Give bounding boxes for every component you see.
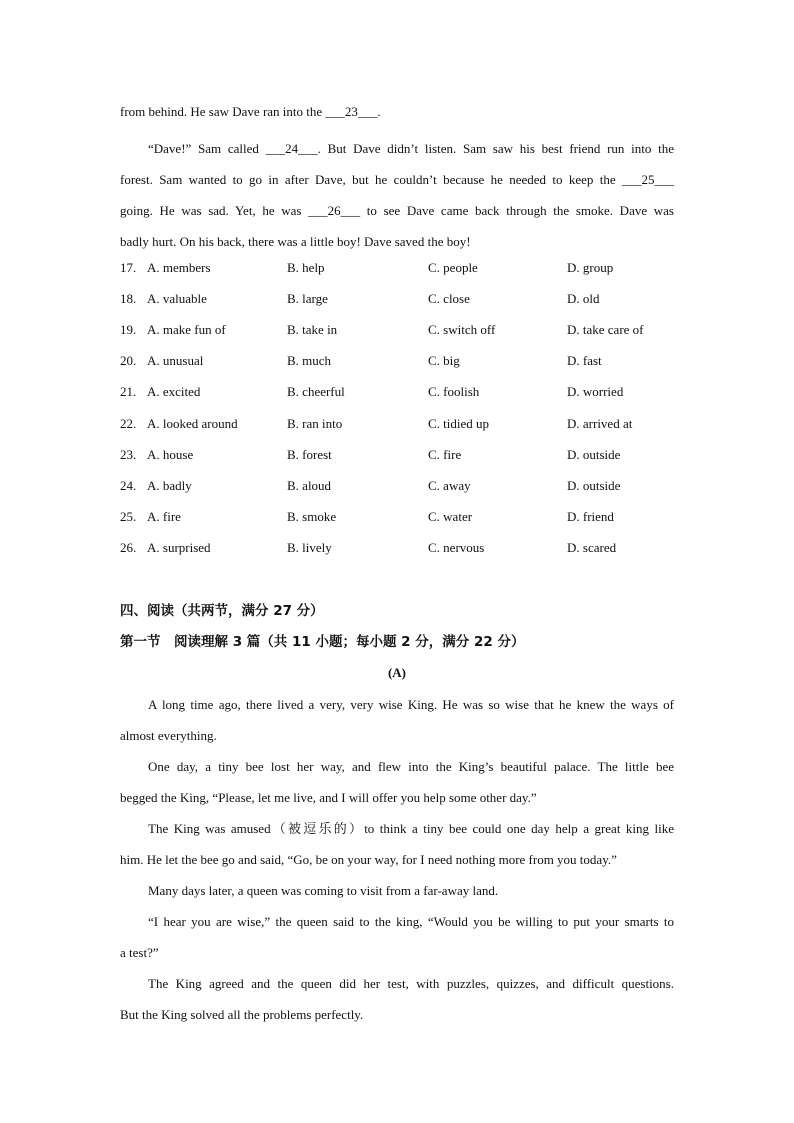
passage-line: One day, a tiny bee lost her way, and flew into the King’s beautiful palace. The little bee: [148, 759, 674, 774]
option-a: A. looked around: [147, 416, 238, 431]
passage-line: from behind. He saw Dave ran into the ___23___.: [120, 104, 381, 119]
passage-line: a test?”: [120, 945, 159, 960]
option-b: B. smoke: [287, 509, 337, 524]
option-b: B. aloud: [287, 478, 332, 493]
question-number: 26.: [120, 540, 137, 555]
option-row: [120, 507, 680, 527]
option-b: B. take in: [287, 322, 338, 337]
option-a: A. members: [147, 260, 211, 275]
option-b: B. ran into: [287, 416, 343, 431]
passage-line: badly hurt. On his back, there was a little boy! Dave saved the boy!: [120, 234, 471, 249]
option-row: [120, 258, 680, 278]
option-c: C. fire: [428, 447, 462, 462]
option-a: A. badly: [147, 478, 192, 493]
question-number: 18.: [120, 291, 137, 306]
passage-line: But the King solved all the problems perfectly.: [120, 1007, 364, 1022]
option-a: A. valuable: [147, 291, 207, 306]
option-a: A. house: [147, 447, 194, 462]
option-row: [120, 476, 680, 496]
question-number: 20.: [120, 353, 137, 368]
option-a: A. excited: [147, 384, 201, 399]
option-c: C. switch off: [428, 322, 496, 337]
passage-paragraph: [120, 133, 674, 257]
passage-line: “Dave!” Sam called ___24___. But Dave didn’t listen. Sam saw his best friend run into the: [148, 141, 674, 156]
option-a: A. fire: [147, 509, 181, 524]
question-number: 24.: [120, 478, 137, 493]
option-b: B. lively: [287, 540, 332, 555]
passage-line: “I hear you are wise,” the queen said to the king, “Would you be willing to put your smarts to: [148, 914, 674, 929]
option-row: [120, 538, 680, 558]
option-d: D. outside: [567, 478, 621, 493]
option-b: B. forest: [287, 447, 332, 462]
option-c: C. nervous: [428, 540, 485, 555]
option-a: A. make fun of: [147, 322, 226, 337]
question-number: 25.: [120, 509, 137, 524]
passage-line: The King agreed and the queen did her test, with puzzles, quizzes, and difficult questions.: [148, 976, 674, 991]
option-row: [120, 382, 680, 402]
option-d: D. scared: [567, 540, 617, 555]
option-b: B. large: [287, 291, 328, 306]
passage-line: him. He let the bee go and said, “Go, be on your way, for I need nothing more from you today.”: [120, 852, 617, 867]
option-a: A. unusual: [147, 353, 204, 368]
passage-line: A long time ago, there lived a very, very wise King. He was so wise that he knew the ways of: [148, 697, 674, 712]
option-c: C. people: [428, 260, 478, 275]
passage-line: going. He was sad. Yet, he was ___26___ to see Dave came back through the smoke. Dave was: [120, 203, 674, 218]
section-subtitle: 第一节 阅读理解 3 篇（共 11 小题；每小题 2 分，满分 22 分）: [120, 634, 525, 650]
option-d: D. group: [567, 260, 614, 275]
option-row: [120, 414, 680, 434]
section-title: 四、阅读（共两节，满分 27 分）: [120, 603, 324, 619]
question-number: 19.: [120, 322, 137, 337]
option-d: D. fast: [567, 353, 602, 368]
option-c: C. water: [428, 509, 473, 524]
passage-line: Many days later, a queen was coming to visit from a far-away land.: [148, 883, 499, 898]
passage-line: The King was amused（被逗乐的）to think a tiny bee could one day help a great king like: [148, 821, 674, 836]
question-number: 21.: [120, 384, 137, 399]
option-d: D. outside: [567, 447, 621, 462]
option-a: A. surprised: [147, 540, 211, 555]
option-b: B. help: [287, 260, 325, 275]
option-row: [120, 351, 680, 371]
option-d: D. friend: [567, 509, 614, 524]
option-d: D. old: [567, 291, 600, 306]
option-row: [120, 445, 680, 465]
passage-label: (A): [387, 665, 407, 680]
reading-passage: [120, 689, 674, 1030]
passage-line: begged the King, “Please, let me live, and I will offer you help some other day.”: [120, 790, 537, 805]
option-d: D. take care of: [567, 322, 644, 337]
option-c: C. away: [428, 478, 471, 493]
question-number: 17.: [120, 260, 137, 275]
option-c: C. tidied up: [428, 416, 490, 431]
option-row: [120, 289, 680, 309]
passage-line: almost everything.: [120, 728, 217, 743]
question-number: 22.: [120, 416, 137, 431]
option-d: D. arrived at: [567, 416, 633, 431]
option-b: B. cheerful: [287, 384, 345, 399]
option-c: C. foolish: [428, 384, 480, 399]
option-c: C. big: [428, 353, 460, 368]
option-c: C. close: [428, 291, 470, 306]
option-d: D. worried: [567, 384, 624, 399]
passage-line: forest. Sam wanted to go in after Dave, but he couldn’t because he needed to keep the ___25___: [120, 172, 674, 187]
question-number: 23.: [120, 447, 137, 462]
option-b: B. much: [287, 353, 332, 368]
option-row: [120, 320, 680, 340]
